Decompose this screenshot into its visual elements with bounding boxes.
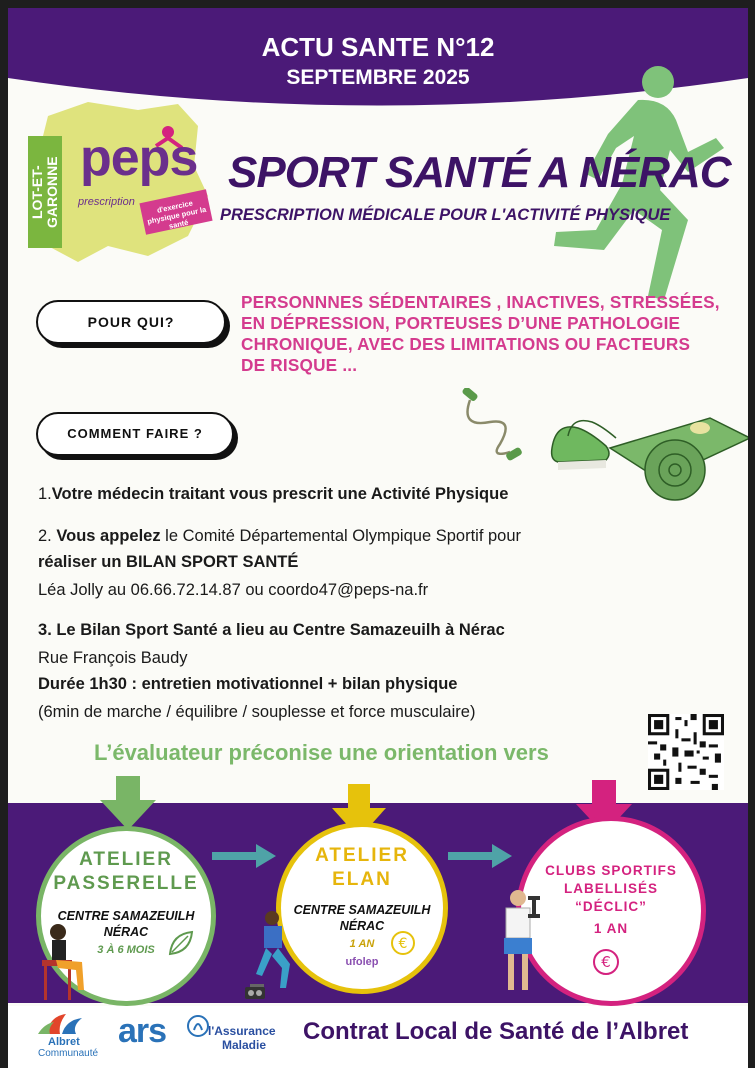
peps-logo xyxy=(18,96,218,266)
contract-title: Contrat Local de Santé de l’Albret xyxy=(303,1018,689,1045)
region-label: LOT-ET-GARONNE xyxy=(28,136,62,248)
prescription-word: prescription xyxy=(78,196,135,208)
issue-date: SEPTEMBRE 2025 xyxy=(286,66,470,89)
issue-number: ACTU SANTE N°12 xyxy=(261,32,495,62)
clubs-duration: 1 AN xyxy=(593,921,629,936)
step-3-line1 xyxy=(38,618,505,642)
flyer-page xyxy=(8,8,748,1068)
who-line: PERSONNNES SÉDENTAIRES , INACTIVES, STRESSÉES, xyxy=(241,292,720,312)
who-label: POUR QUI? xyxy=(36,300,226,344)
orientation-heading: L’évaluateur préconise une orientation vers xyxy=(94,740,549,765)
atelier-elan-duration: 1 AN xyxy=(349,938,375,950)
assurance-maladie-logo-icon xyxy=(186,1014,210,1038)
step-3-number: 3 xyxy=(38,621,48,639)
step-1-number: 1. xyxy=(38,485,52,503)
albret-label1: Albret xyxy=(48,1036,80,1048)
assurance-label2: Maladie xyxy=(222,1038,267,1052)
euro-icon xyxy=(390,930,416,956)
step-3-street: Rue François Baudy xyxy=(38,649,188,667)
step-2-bold: Vous appelez xyxy=(56,527,161,545)
clubs-title2: LABELLISÉS xyxy=(563,881,658,896)
right-arrow-icon xyxy=(448,844,514,868)
step-3-duration-text: Durée 1h30 : entretien motivationnel + bilan physique xyxy=(38,675,458,693)
atelier-elan-title1: ATELIER xyxy=(315,845,409,866)
who-line: EN DÉPRESSION, PORTEUSES D’UNE PATHOLOGIE xyxy=(241,313,681,333)
assurance-label1: l'Assurance xyxy=(208,1024,276,1038)
step-2-text: le Comité Départemental Olympique Sportif pour xyxy=(160,527,522,545)
svg-text:€: € xyxy=(398,936,408,952)
step-2-line1 xyxy=(38,524,521,548)
step-2-contact: Léa Jolly au 06.66.72.14.87 ou coordo47@peps-na.fr xyxy=(38,581,429,599)
albret-logo-icon xyxy=(36,1012,96,1036)
atelier-passerelle-place2: NÉRAC xyxy=(103,925,149,939)
atelier-elan-place1: CENTRE SAMAZEUILH xyxy=(293,903,431,917)
atelier-passerelle-title1: ATELIER xyxy=(79,849,173,870)
dumbbell-man-illustration-icon xyxy=(492,888,552,998)
ufolep-logo: ufolep xyxy=(345,956,379,968)
green-arrow-icon xyxy=(98,776,158,832)
atelier-passerelle-place1: CENTRE SAMAZEUILH xyxy=(57,909,195,923)
how-label: COMMENT FAIRE ? xyxy=(36,412,234,456)
atelier-passerelle-duration: 3 À 6 MOIS xyxy=(97,944,155,956)
atelier-elan-place2: NÉRAC xyxy=(339,919,385,933)
peps-tagline: d'exercice physique pour la santé xyxy=(139,189,212,234)
leaf-icon xyxy=(166,928,196,958)
who-line: DE RISQUE ... xyxy=(241,355,358,375)
right-arrow-icon xyxy=(212,844,278,868)
albret-label2: Communauté xyxy=(38,1048,99,1059)
step-3-text: . Le Bilan Sport Santé a lieu au Centre Samazeuilh à Nérac xyxy=(47,621,505,639)
svg-text:€: € xyxy=(601,953,611,971)
ars-logo: ars xyxy=(118,1012,167,1050)
atelier-passerelle-title2: PASSERELLE xyxy=(53,873,199,894)
page-subtitle: PRESCRIPTION MÉDICALE POUR L'ACTIVITÉ PHYSIQUE xyxy=(220,206,671,224)
who-line: CHRONIQUE, AVEC DES LIMITATIONS OU FACTEURS xyxy=(241,334,691,354)
clubs-title3: “DÉCLIC” xyxy=(575,899,647,914)
euro-icon xyxy=(592,948,620,976)
atelier-elan-title2: ELAN xyxy=(332,869,392,890)
radio-icon xyxy=(244,984,266,1000)
clubs-title1: CLUBS SPORTIFS xyxy=(545,863,677,878)
seated-woman-illustration-icon xyxy=(32,920,88,1002)
step-2-bilan: réaliser un BILAN SPORT SANTÉ xyxy=(38,553,299,571)
qr-code-icon xyxy=(648,714,724,790)
page-title: SPORT SANTÉ A NÉRAC xyxy=(228,148,731,197)
step-1 xyxy=(38,482,508,506)
step-1-text: Votre médecin traitant vous prescrit une Activité Physique xyxy=(51,485,509,503)
step-3-duration xyxy=(38,672,457,696)
step-2-line2 xyxy=(38,550,298,574)
step-2-number: 2. xyxy=(38,527,57,545)
step-3-details: (6min de marche / équilibre / souplesse et force musculaire) xyxy=(38,703,476,721)
who-text xyxy=(241,292,746,376)
peps-wordmark: peps xyxy=(80,129,198,187)
